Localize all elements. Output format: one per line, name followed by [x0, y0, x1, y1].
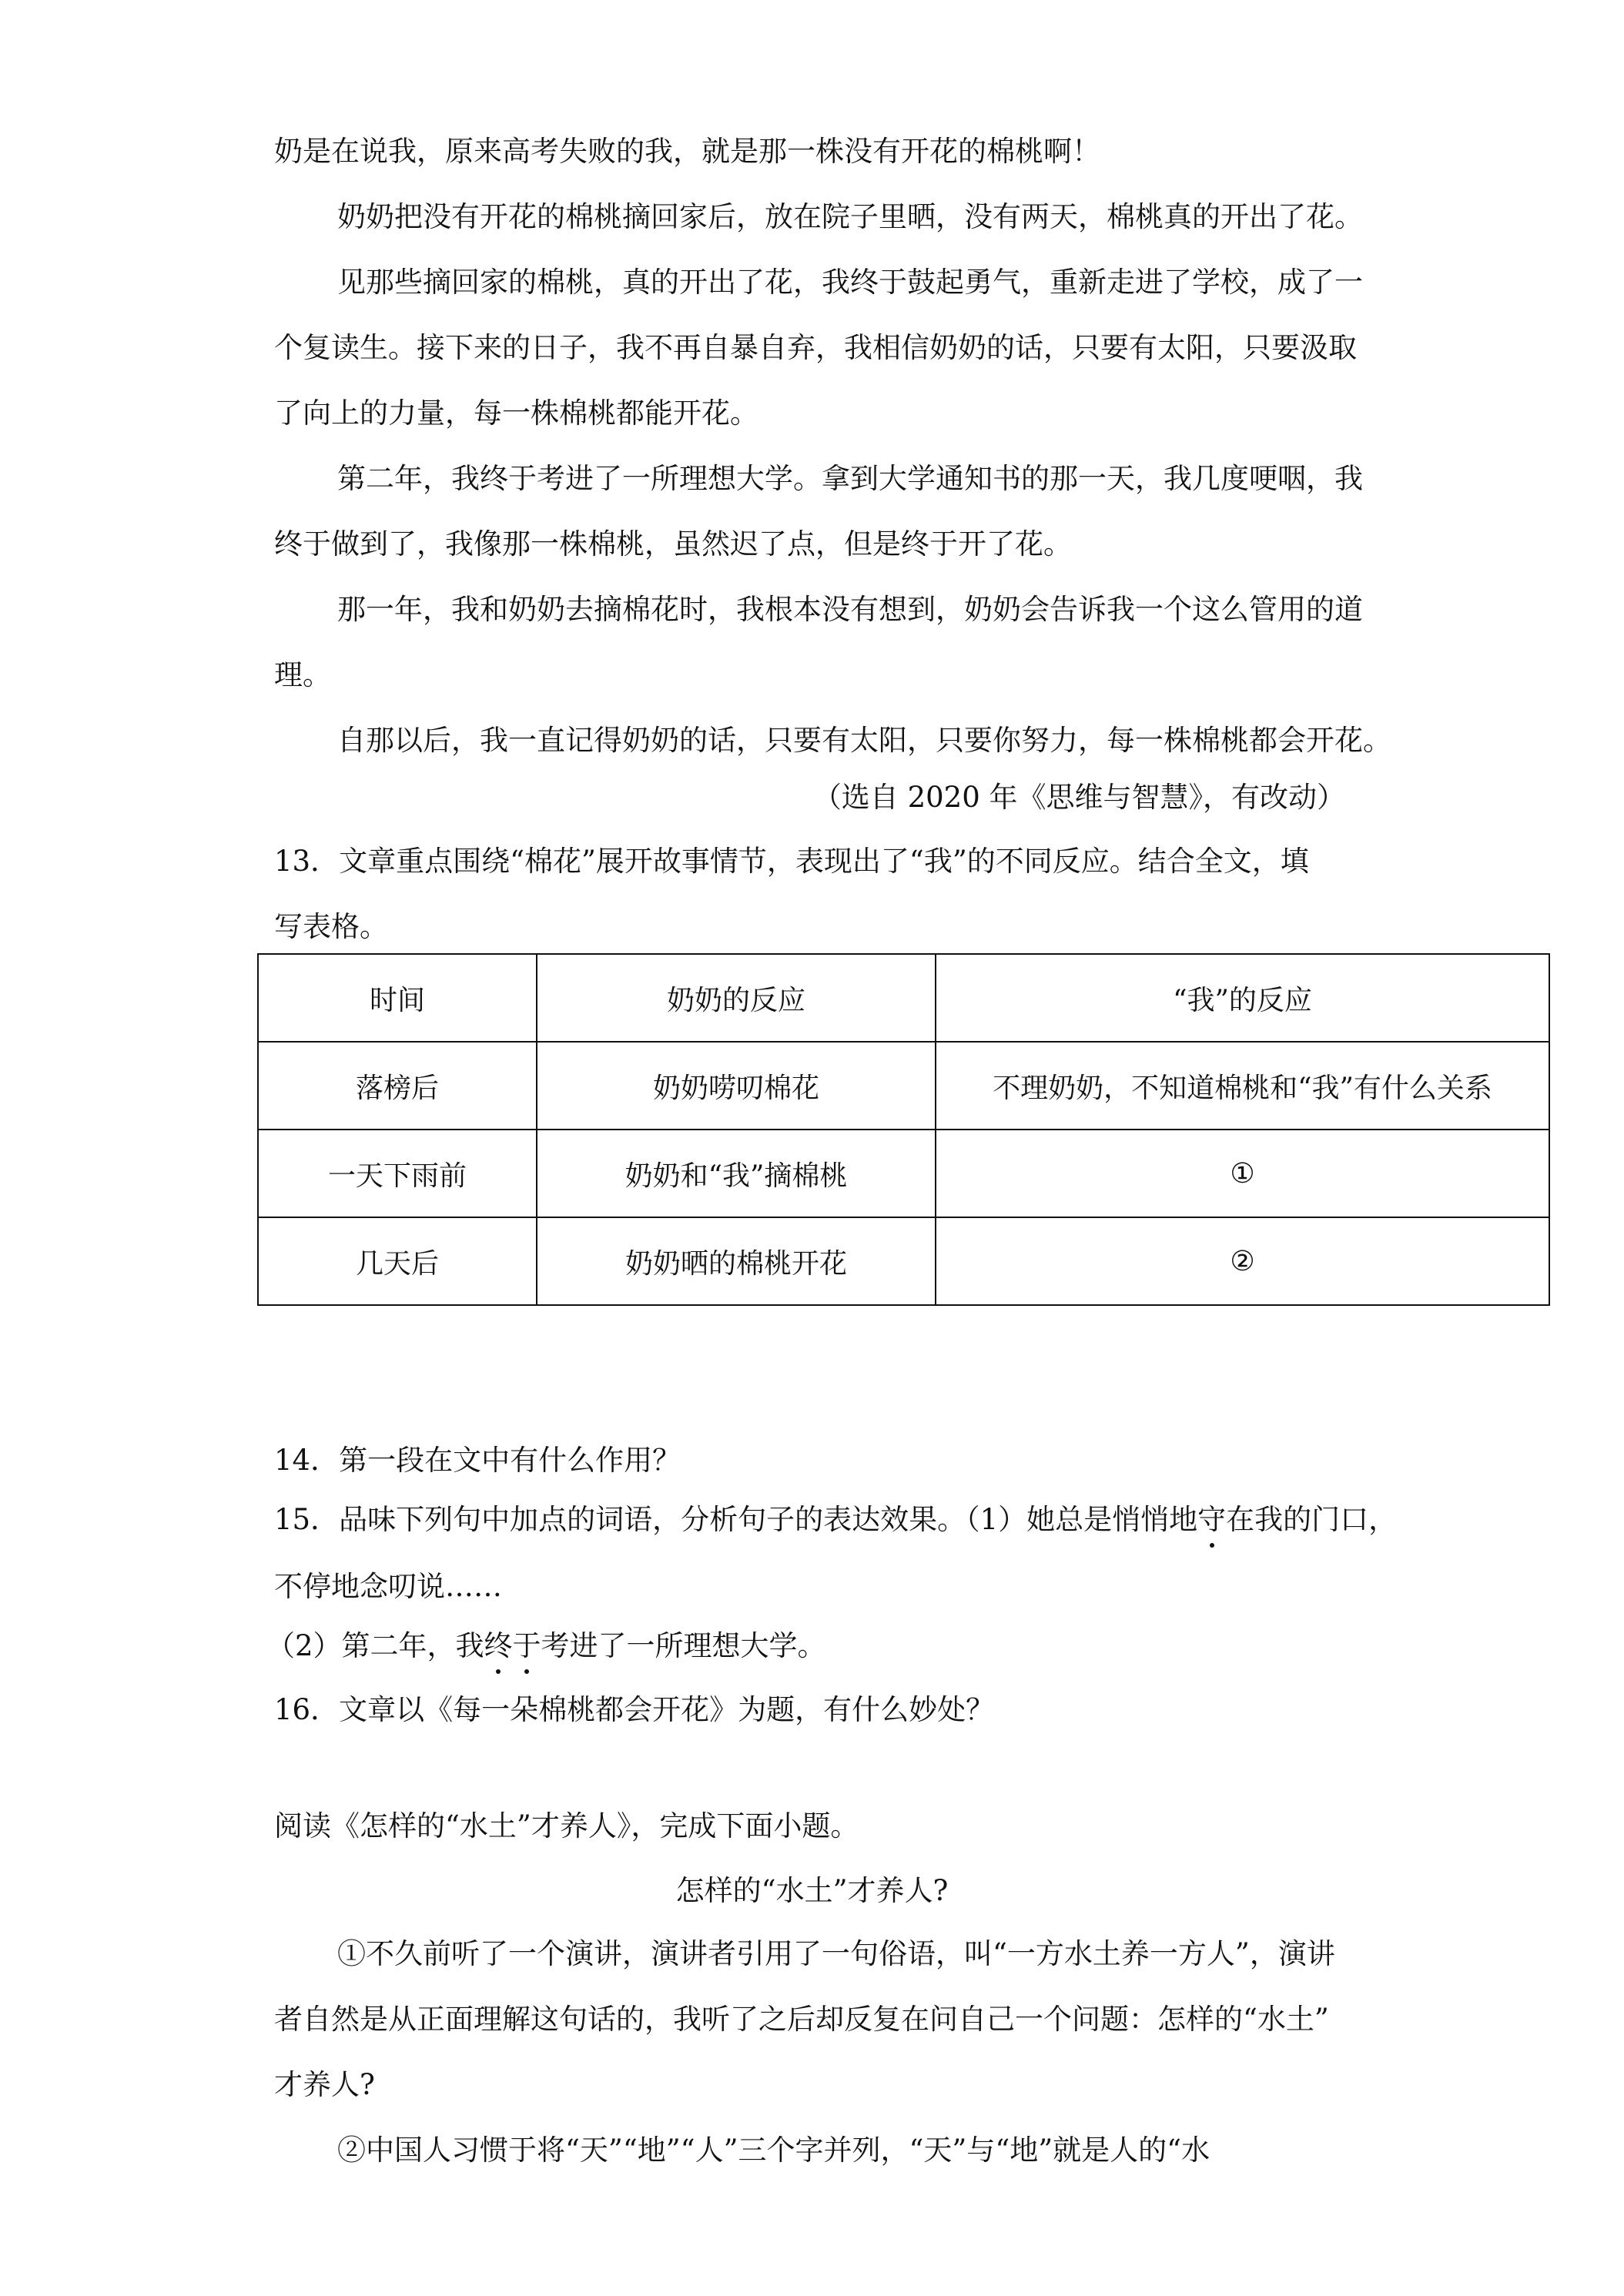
question-15-part-2-start: （2）第二年，我 [266, 1629, 484, 1662]
article-line: 者自然是从正面理解这句话的，我听了之后却反复在问自己一个问题：怎样的“水土” [274, 2003, 1329, 2036]
story-source: （选自 2020 年《思维与智慧》，有改动） [812, 781, 1345, 814]
question-16: 16．文章以《每一朵棉桃都会开花》为题，有什么妙处？ [274, 1693, 995, 1726]
story-line: 了向上的力量，每一株棉桃都能开花。 [274, 397, 758, 430]
story-line: 那一年，我和奶奶去摘棉花时，我根本没有想到，奶奶会告诉我一个这么管用的道 [337, 593, 1363, 626]
question-13: 13．文章重点围绕“棉花”展开故事情节，表现出了“我”的不同反应。结合全文，填 [274, 845, 1309, 878]
story-line: 见那些摘回家的棉桃，真的开出了花，我终于鼓起勇气，重新走进了学校，成了一 [337, 266, 1363, 299]
question-15-intro-end: 在我的门口， [1226, 1503, 1398, 1536]
reading-prompt: 阅读《怎样的“水土”才养人》，完成下面小题。 [274, 1809, 859, 1842]
table-row [258, 1217, 1549, 1305]
emphasis-dot-word: 终 [484, 1628, 513, 1665]
story-line: 个复读生。接下来的日子，我不再自暴自弃，我相信奶奶的话，只要有太阳，只要汲取 [274, 331, 1357, 364]
question-15-intro: 15．品味下列句中加点的词语，分析句子的表达效果。（1）她总是悄悄地 [274, 1503, 1198, 1536]
table-row [258, 1042, 1549, 1130]
table-cell: 奶奶和“我”摘棉桃 [537, 1130, 936, 1217]
answer-table [257, 953, 1550, 1306]
table-cell: 不理奶奶，不知道棉桃和“我”有什么关系 [936, 1042, 1549, 1130]
answer-blank-2: ② [936, 1217, 1549, 1305]
article-line: ②中国人习惯于将“天”“地”“人”三个字并列，“天”与“地”就是人的“水 [337, 2134, 1210, 2167]
story-line: 理。 [274, 658, 331, 691]
table-header-row [258, 954, 1549, 1042]
question-15-part-2-end: 考进了一所理想大学。 [541, 1629, 826, 1662]
emphasis-dot-word: 守 [1197, 1501, 1226, 1538]
table-cell: 几天后 [258, 1217, 537, 1305]
table-header: 时间 [258, 954, 537, 1042]
table-cell: 一天下雨前 [258, 1130, 537, 1217]
question-15-part-2 [266, 1628, 826, 1665]
table-row [258, 1130, 1549, 1217]
table-cell: 奶奶唠叨棉花 [537, 1042, 936, 1130]
article-line: 才养人? [274, 2068, 375, 2101]
story-line: 奶奶把没有开花的棉桃摘回家后，放在院子里晒，没有两天，棉桃真的开出了花。 [337, 200, 1363, 233]
story-line: 自那以后，我一直记得奶奶的话，只要有太阳，只要你努力，每一株棉桃都会开花。 [337, 724, 1391, 757]
emphasis-dot-word: 于 [513, 1628, 541, 1665]
table-header: 奶奶的反应 [537, 954, 936, 1042]
article-title: 怎样的“水土”才养人? [675, 1874, 949, 1907]
table-cell: 落榜后 [258, 1042, 537, 1130]
story-line: 第二年，我终于考进了一所理想大学。拿到大学通知书的那一天，我几度哽咽，我 [337, 462, 1363, 495]
question-15-line: 不停地念叨说…… [274, 1570, 502, 1603]
question-15 [274, 1501, 1397, 1538]
story-line: 终于做到了，我像那一株棉桃，虽然迟了点，但是终于开了花。 [274, 527, 1072, 561]
answer-blank-1: ① [936, 1130, 1549, 1217]
story-line: 奶是在说我，原来高考失败的我，就是那一株没有开花的棉桃啊！ [274, 135, 1100, 168]
question-14: 14．第一段在文中有什么作用？ [274, 1444, 681, 1477]
article-line: ①不久前听了一个演讲，演讲者引用了一句俗语，叫“一方水土养一方人”，演讲 [337, 1937, 1335, 1970]
table-cell: 奶奶晒的棉桃开花 [537, 1217, 936, 1305]
table-header: “我”的反应 [936, 954, 1549, 1042]
question-13: 写表格。 [274, 910, 388, 943]
